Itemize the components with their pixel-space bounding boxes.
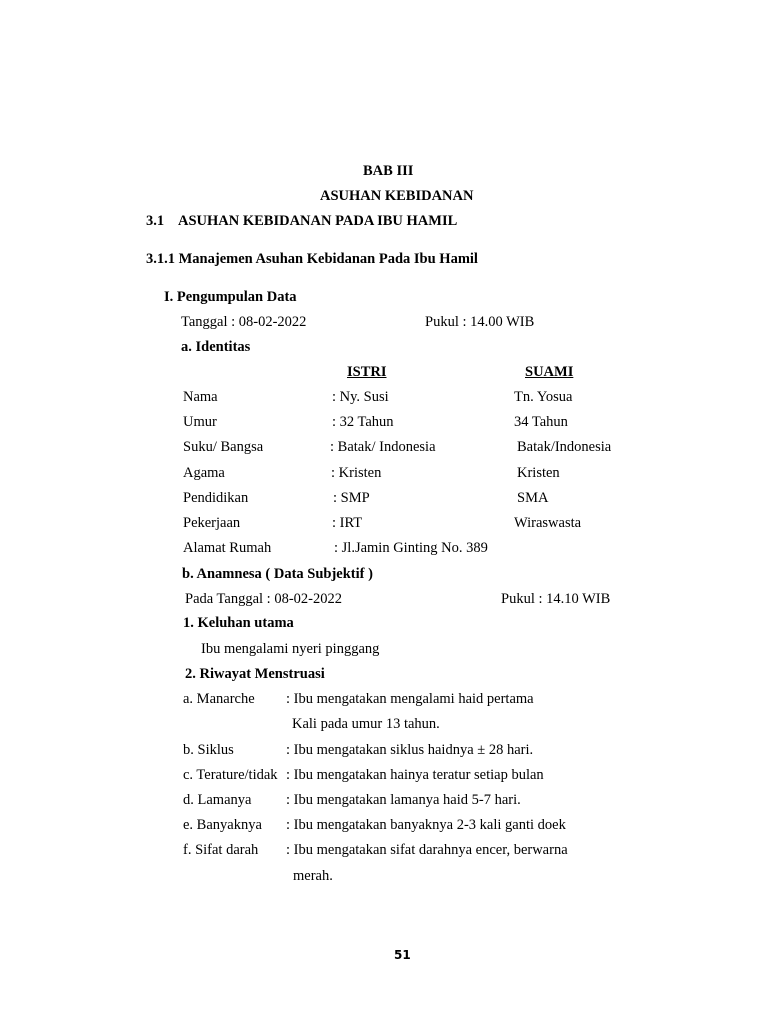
- menstruation-label-amount: e. Banyaknya: [183, 817, 262, 833]
- chapter-label: BAB III: [363, 163, 414, 179]
- page-number: 51: [394, 948, 411, 962]
- identity-husband-religion: Kristen: [517, 465, 560, 481]
- menstruation-heading: 2. Riwayat Menstruasi: [185, 666, 325, 682]
- chapter-title: ASUHAN KEBIDANAN: [320, 188, 474, 204]
- menstruation-cont-menarche: Kali pada umur 13 tahun.: [292, 716, 440, 732]
- menstruation-cont-blood: merah.: [293, 868, 333, 884]
- identity-wife-name: : Ny. Susi: [332, 389, 389, 405]
- anamnesis-date: Pada Tanggal : 08-02-2022: [185, 591, 342, 607]
- data-collection-heading: I. Pengumpulan Data: [164, 289, 297, 305]
- identity-label-age: Umur: [183, 414, 217, 430]
- menstruation-text-cycle: : Ibu mengatakan siklus haidnya ± 28 hari.: [286, 742, 534, 758]
- complaint-heading: 1. Keluhan utama: [183, 615, 294, 631]
- anamnesis-heading: b. Anamnesa ( Data Subjektif ): [182, 566, 373, 582]
- menstruation-text-menarche: : Ibu mengatakan mengalami haid pertama: [286, 691, 534, 707]
- section-number: 3.1: [146, 213, 165, 229]
- identity-wife-occupation: : IRT: [332, 515, 363, 531]
- anamnesis-time: Pukul : 14.10 WIB: [501, 591, 611, 607]
- complaint-text: Ibu mengalami nyeri pinggang: [201, 641, 380, 657]
- identity-wife-religion: : Kristen: [331, 465, 382, 481]
- identity-wife-address: : Jl.Jamin Ginting No. 389: [334, 540, 488, 556]
- menstruation-label-cycle: b. Siklus: [183, 742, 234, 758]
- menstruation-text-duration: : Ibu mengatakan lamanya haid 5-7 hari.: [286, 792, 521, 808]
- wife-column-header: ISTRI: [347, 364, 387, 380]
- menstruation-label-regularity: c. Terature/tidak: [183, 767, 278, 783]
- menstruation-text-regularity: : Ibu mengatakan hainya teratur setiap bulan: [286, 767, 544, 783]
- identity-label-occupation: Pekerjaan: [183, 515, 241, 531]
- identity-label-religion: Agama: [183, 465, 225, 481]
- identity-husband-education: SMA: [517, 490, 549, 506]
- identity-husband-name: Tn. Yosua: [514, 389, 573, 405]
- husband-column-header: SUAMI: [525, 364, 574, 380]
- identity-wife-education: : SMP: [333, 490, 370, 506]
- section-title: ASUHAN KEBIDANAN PADA IBU HAMIL: [178, 213, 458, 229]
- menstruation-label-blood: f. Sifat darah: [183, 842, 259, 858]
- menstruation-label-duration: d. Lamanya: [183, 792, 252, 808]
- identity-heading: a. Identitas: [181, 339, 251, 355]
- identity-label-name: Nama: [183, 389, 218, 405]
- identity-label-ethnicity: Suku/ Bangsa: [183, 439, 264, 455]
- identity-wife-ethnicity: : Batak/ Indonesia: [330, 439, 436, 455]
- identity-label-education: Pendidikan: [183, 490, 249, 506]
- identity-wife-age: : 32 Tahun: [332, 414, 394, 430]
- menstruation-text-blood: : Ibu mengatakan sifat darahnya encer, berwarna: [286, 842, 568, 858]
- identity-label-address: Alamat Rumah: [183, 540, 272, 556]
- menstruation-text-amount: : Ibu mengatakan banyaknya 2-3 kali ganti doek: [286, 817, 566, 833]
- data-collection-time: Pukul : 14.00 WIB: [425, 314, 535, 330]
- identity-husband-ethnicity: Batak/Indonesia: [517, 439, 612, 455]
- subsection-title: 3.1.1 Manajemen Asuhan Kebidanan Pada Ibu Hamil: [146, 251, 478, 267]
- identity-husband-occupation: Wiraswasta: [514, 515, 582, 531]
- identity-husband-age: 34 Tahun: [514, 414, 568, 430]
- menstruation-label-menarche: a. Manarche: [183, 691, 255, 707]
- data-collection-date: Tanggal : 08-02-2022: [181, 314, 307, 330]
